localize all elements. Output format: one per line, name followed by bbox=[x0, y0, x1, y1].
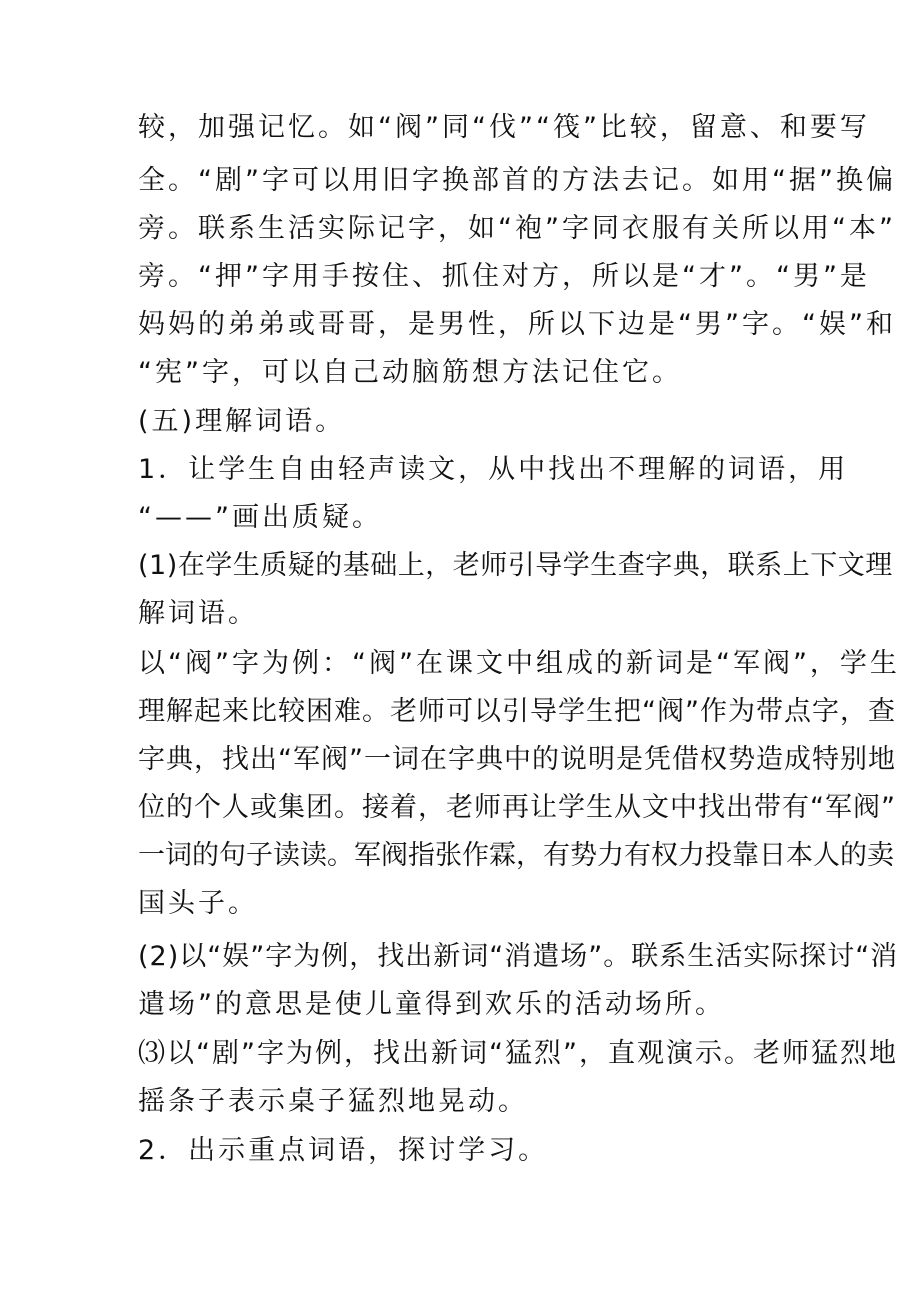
text-line: 理解起来比较困难。老师可以引导学生把“阀”作为带点字，查 bbox=[138, 696, 896, 727]
text-line: 全。“剧”字可以用旧字换部首的方法去记。如用“据”换偏 bbox=[138, 165, 896, 196]
text-line: “——”画出质疑。 bbox=[138, 502, 382, 533]
text-line: 以“阀”字为例：“阀”在课文中组成的新词是“军阀”，学生 bbox=[138, 648, 900, 679]
section-heading: (五)理解词语。 bbox=[138, 406, 346, 437]
text-line: 较，加强记忆。如“阀”同“伐”“筏”比较，留意、和要写 bbox=[138, 112, 870, 143]
text-line: (1)在学生质疑的基础上，老师引导学生查字典，联系上下文理 bbox=[138, 550, 893, 581]
text-line: ⑶以“剧”字为例，找出新词“猛烈”，直观演示。老师猛烈地 bbox=[138, 1038, 898, 1069]
text-line: 妈妈的弟弟或哥哥，是男性，所以下边是“男”字。“娱”和 bbox=[138, 309, 896, 340]
text-line: 字典，找出“军阀”一词在字典中的说明是凭借权势造成特别地 bbox=[138, 744, 896, 775]
text-line: 2．出示重点词语，探讨学习。 bbox=[138, 1135, 549, 1166]
text-line: 国头子。 bbox=[138, 888, 258, 919]
text-line: 一词的句子读读。军阀指张作霖，有势力有权力投靠日本人的卖 bbox=[138, 840, 894, 871]
text-line: 遣场”的意思是使儿童得到欢乐的活动场所。 bbox=[138, 989, 725, 1020]
text-line: “宪”字，可以自己动脑筋想方法记住它。 bbox=[138, 357, 682, 388]
text-line: 旁。“押”字用手按住、抓住对方，所以是“才”。“男”是 bbox=[138, 261, 870, 292]
text-line: 旁。联系生活实际记字，如“袍”字同衣服有关所以用“本” bbox=[138, 213, 896, 244]
text-line: 位的个人或集团。接着，老师再让学生从文中找出带有“军阀” bbox=[138, 792, 896, 823]
text-line: 解词语。 bbox=[138, 598, 258, 629]
text-line: (2)以“娱”字为例，找出新词“消遣场”。联系生活实际探讨“消 bbox=[138, 941, 899, 972]
text-line: 1．让学生自由轻声读文，从中找出不理解的词语，用 bbox=[138, 454, 849, 485]
text-line: 摇条子表示桌子猛烈地晃动。 bbox=[138, 1086, 528, 1117]
